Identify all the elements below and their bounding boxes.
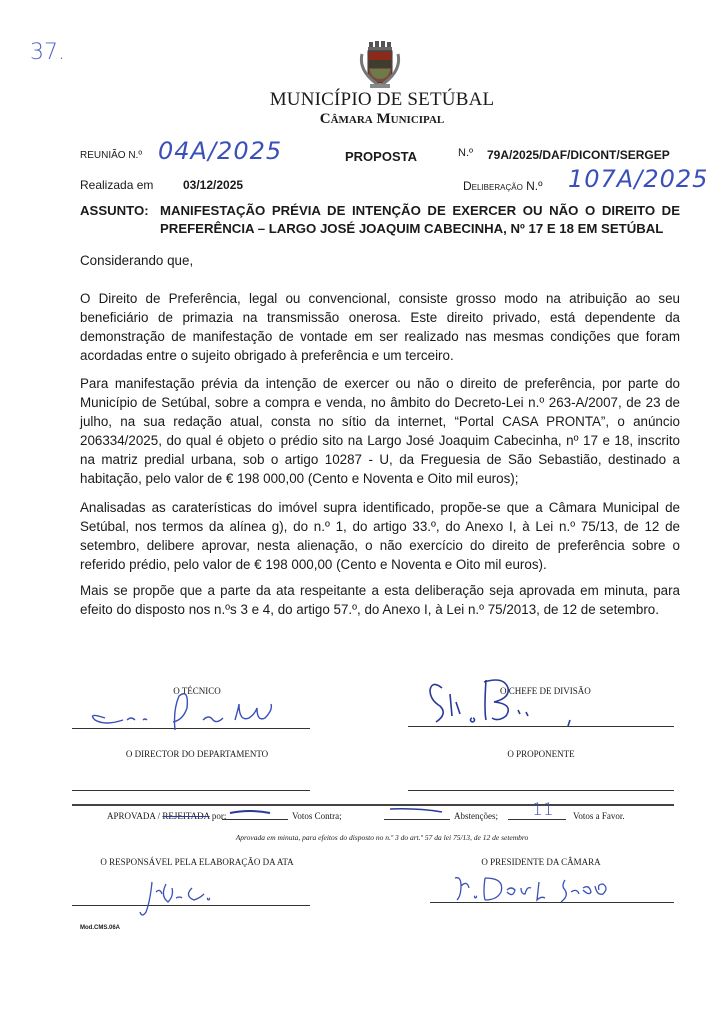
- votes-against-field: [222, 809, 288, 820]
- paragraph-3: Analisadas as caraterísticas do imóvel supra identificado, propõe-se que a Câmara Municipal de Setúbal, nos termos da alínea g), do n.º 1, do artigo 33.º, do Anexo I, à Lei n.º 75/13, de 12 de setembro, delibere aprovar, nesta alienação, o não exercício do direito de preferência sobre o referido prédio, pelo valor de € 198 000,00 (Cento e Noventa e Oito mil euros).: [80, 500, 680, 572]
- abstentions-label: Abstenções;: [454, 811, 498, 821]
- held-on-label: Realizada em: [80, 178, 154, 192]
- abstentions-field: [384, 809, 450, 820]
- votes-for-label: Votos a Favor.: [573, 811, 625, 821]
- deliberation-number-label: Deliberação N.º: [463, 179, 543, 193]
- municipality-title: MUNICÍPIO DE SETÚBAL: [269, 89, 495, 110]
- meeting-number-label: REUNIÃO N.º: [80, 150, 142, 161]
- page-number-annotation: 37.: [30, 40, 65, 65]
- coat-of-arms-icon: [354, 40, 406, 92]
- proposal-number-value: 79A/2025/DAF/DICONT/SERGEP: [487, 148, 670, 162]
- subject-text: MANIFESTAÇÃO PRÉVIA DE INTENÇÃO DE EXERCER OU NÃO O DIREITO DE PREFERÊNCIA – LARGO JOSÉ JOAQUIM CABECINHA, Nº 17 E 18 EM SETÚBAL: [160, 203, 680, 236]
- section-divider: [72, 804, 674, 806]
- minute-approval-note: Aprovada em minuta, para efeitos do disposto no n.º 3 do art.º 57 da lei 75/13, de 12 de setembro: [235, 833, 529, 842]
- proposal-label: PROPOSTA: [345, 149, 417, 164]
- minutes-responsible-signature: [130, 870, 250, 920]
- form-code: Mod.CMS.06A: [80, 925, 121, 931]
- division-head-label: O CHEFE DE DIVISÃO: [500, 686, 591, 696]
- subject-label: ASSUNTO:: [80, 203, 149, 218]
- paragraph-1: O Direito de Preferência, legal ou convencional, consiste grosso modo na atribuição ao seu beneficiário de primazia na transmissão onerosa. Este direito privado, está dependente da demonstração de manifestação de vontade em ser realizado nas mesmas condições que foram acordadas entre o sujeito obrigado à preferência e um terceiro.: [80, 291, 680, 363]
- department-director-signature-line: [72, 790, 310, 791]
- approval-status: [107, 811, 226, 821]
- approval-by-label: por:: [209, 811, 227, 821]
- intro-text: Considerando que,: [80, 253, 194, 268]
- minutes-responsible-label: O RESPONSÁVEL PELA ELABORAÇÃO DA ATA: [100, 857, 294, 867]
- technician-signature: [85, 690, 315, 740]
- votes-for-value: 11: [532, 800, 554, 820]
- division-head-signature: [420, 668, 620, 728]
- mayor-label: O PRESIDENTE DA CÂMARA: [481, 857, 601, 867]
- council-subtitle: Câmara Municipal: [319, 111, 445, 127]
- rejected-label-struck: REJEITADA: [162, 811, 210, 821]
- department-director-label: O DIRECTOR DO DEPARTAMENTO: [125, 749, 269, 759]
- subject-block: [80, 202, 680, 236]
- votes-against-label: Votos Contra;: [292, 811, 342, 821]
- paragraph-4: Mais se propõe que a parte da ata respeitante a esta deliberação seja aprovada em minuta, para efeito do disposto nos n.ºs 3 e 4, do artigo 57.º, do Anexo I, à Lei n.º 75/2013, de 12 de setembro.: [80, 583, 680, 617]
- meeting-number-value: 04A/2025: [158, 137, 283, 165]
- approved-label: APROVADA /: [107, 811, 163, 821]
- technician-label: O TÉCNICO: [173, 686, 221, 696]
- proponent-signature-line: [408, 790, 674, 791]
- proponent-label: O PROPONENTE: [507, 749, 575, 759]
- proposal-number-label: N.º: [458, 147, 474, 159]
- held-on-date: 03/12/2025: [183, 178, 244, 192]
- deliberation-number-value: 107A/2025: [568, 165, 709, 193]
- votes-for-field: [508, 800, 566, 820]
- mayor-signature: [445, 868, 645, 908]
- paragraph-2: Para manifestação prévia da intenção de exercer ou não o direito de preferência, por parte do Município de Setúbal, sobre a compra e venda, no âmbito do Decreto-Lei n.º 263-A/2007, de 23 de julho, na sua redação atual, consta no sítio da internet, “Portal CASA PRONTA”, o anúncio 206334/2025, do qual é objeto o prédio sito na Largo José Joaquim Cabecinha, nº 17 e 18, inscrito na matriz predial urbana, sob o artigo 10287 - U, da Freguesia de São Sebastião, destinado a habitação, pelo valor de € 198 000,00 (Cento e Noventa e Oito mil euros);: [80, 376, 680, 486]
